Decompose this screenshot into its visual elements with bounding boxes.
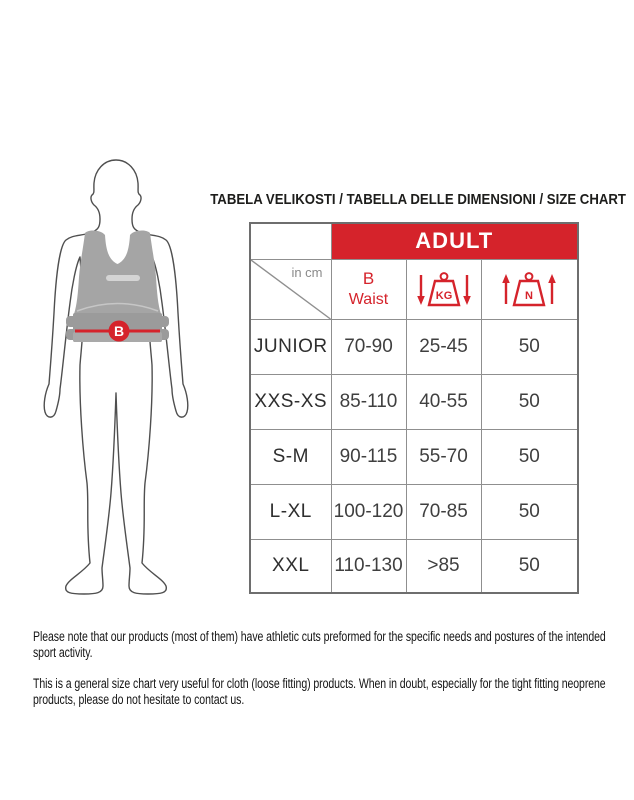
table-row [250, 429, 578, 484]
kg-value: 40-55 [406, 374, 481, 429]
n-icon-label: N [525, 290, 534, 302]
table-row [250, 539, 578, 593]
kg-value: >85 [406, 539, 481, 593]
note-athletic-cuts: Please note that our products (most of them) have athletic cuts preformed for the specific needs and postures of the intended sport activity. [33, 629, 606, 660]
waist-measure-letter: B [113, 323, 125, 339]
waist-column-header [331, 259, 406, 319]
waist-word: Waist [348, 290, 389, 308]
adult-group-header: ADULT [331, 223, 578, 259]
n-value: 50 [481, 319, 578, 374]
size-label: XXL [250, 539, 331, 593]
kg-value: 25-45 [406, 319, 481, 374]
footer-notes [33, 629, 610, 723]
n-column-header [481, 259, 578, 319]
kg-value: 55-70 [406, 429, 481, 484]
table-header-row [250, 259, 578, 319]
table-row [250, 484, 578, 539]
unit-label: in cm [291, 264, 323, 280]
human-figure-illustration [28, 153, 228, 623]
unit-cell [250, 259, 331, 319]
page-title: TABELA VELIKOSTI / TABELLA DELLE DIMENSIONI / SIZE CHART [210, 191, 626, 208]
n-value: 50 [481, 374, 578, 429]
body-outline [44, 160, 188, 594]
waist-letter: B [362, 269, 375, 289]
buoyancy-n-icon [500, 267, 558, 311]
waist-value: 110-130 [331, 539, 406, 593]
table-row [250, 374, 578, 429]
n-value: 50 [481, 429, 578, 484]
size-label: JUNIOR [250, 319, 331, 374]
table-row [250, 319, 578, 374]
waist-value: 90-115 [331, 429, 406, 484]
waist-value: 85-110 [331, 374, 406, 429]
vest-brand-logo [106, 275, 140, 281]
weight-kg-icon [415, 267, 473, 311]
kg-icon-label: KG [435, 290, 452, 302]
corner-cell [250, 223, 331, 259]
waist-value: 70-90 [331, 319, 406, 374]
kg-column-header [406, 259, 481, 319]
kg-value: 70-85 [406, 484, 481, 539]
size-table [249, 222, 579, 594]
size-label: S-M [250, 429, 331, 484]
note-general-chart: This is a general size chart very useful for cloth (loose fitting) products. When in doubt, especially for the tight fitting neoprene products, please do not hesitate to contact us. [33, 675, 606, 707]
table-group-row [250, 223, 578, 259]
size-label: L-XL [250, 484, 331, 539]
n-value: 50 [481, 539, 578, 593]
waist-value: 100-120 [331, 484, 406, 539]
n-value: 50 [481, 484, 578, 539]
body-measurement-figure [28, 153, 228, 623]
size-label: XXS-XS [250, 374, 331, 429]
